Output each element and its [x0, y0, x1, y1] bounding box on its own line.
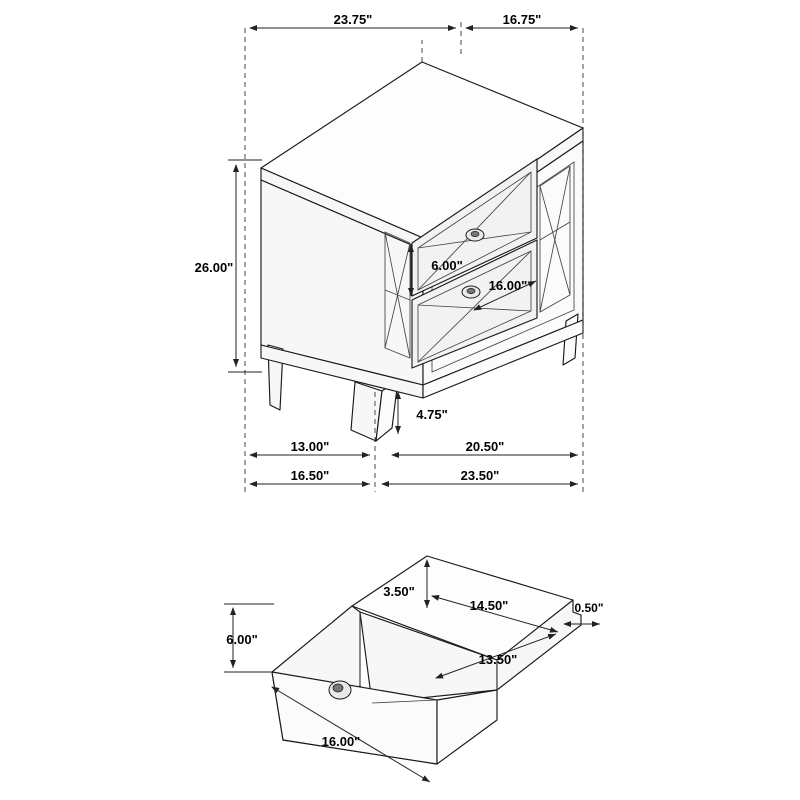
drawer-knob-upper-icon [466, 229, 484, 241]
dim-top-left-width: 23.75" [333, 12, 373, 27]
dim-drawer-inner-depth: 13.50" [478, 652, 518, 667]
dim-bottom-front-width: 16.50" [290, 468, 330, 483]
dim-base-front-width: 13.00" [290, 439, 330, 454]
dim-top-right-depth: 16.75" [502, 12, 542, 27]
dim-overall-height: 26.00" [194, 260, 234, 275]
dim-bottom-side-depth: 23.50" [460, 468, 500, 483]
drawer-knob-lower-icon [462, 286, 480, 298]
dim-drawer-inner-height: 3.50" [383, 584, 415, 599]
dim-base-side-depth: 20.50" [465, 439, 505, 454]
dim-drawer-face-width: 16.00" [488, 278, 528, 293]
dim-drawer-outer-height: 6.00" [226, 632, 258, 647]
dim-drawer-face-height: 6.00" [431, 258, 463, 273]
dim-leg-height: 4.75" [416, 407, 448, 422]
nightstand-drawing [195, 12, 583, 492]
dim-drawer-wall-thickness: 0.50" [574, 601, 604, 615]
drawer-box-drawing [224, 556, 604, 782]
drawer-box-knob-icon [329, 681, 351, 699]
dim-drawer-outer-width: 16.00" [321, 734, 361, 749]
dim-drawer-inner-width: 14.50" [469, 598, 509, 613]
